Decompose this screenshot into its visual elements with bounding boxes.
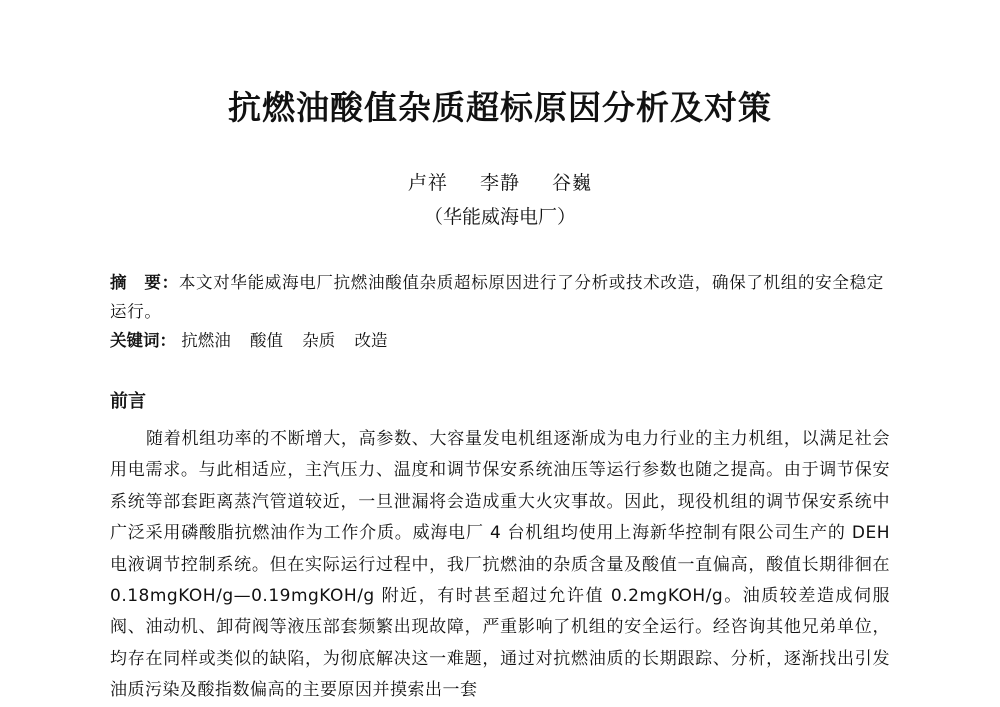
author-name: 李静 — [479, 172, 520, 194]
author-affiliation: （华能威海电厂） — [423, 206, 576, 228]
abstract — [110, 268, 890, 326]
keywords-label: 关键词： — [110, 331, 176, 350]
section-heading: 前言 — [110, 391, 146, 412]
body-paragraph: 随着机组功率的不断增大，高参数、大容量发电机组逐渐成为电力行业的主力机组，以满足社会用电需求。与此相适应，主汽压力、温度和调节保安系统油压等运行参数也随之提高。由于调节保安系统等部套距离蒸汽管道较近，一旦泄漏将会造成重大火灾事故。因此，现役机组的调节保安系统中广泛采用磷酸脂抗燃油作为工作介质。威海电厂 4 台机组均使用上海新华控制有限公司生产的 DEH 电液调节控制系统。但在实际运行过程中，我厂抗燃油的杂质含量及酸值一直偏高，酸值长期徘徊在 0.18mgKOH/g—0.19mgKOH/g 附近，有时甚至超过允许值 0.2mgKOH/g。油质较差造成伺服阀、油动机、卸荷阀等液压部套频繁出现故障，严重影响了机组的安全运行。经咨询其他兄弟单位，均存在同样或类似的缺陷，为彻底解决这一难题，通过对抗燃油质的长期跟踪、分析，逐渐找出引发油质污染及酸指数偏高的主要原因并摸索出一套 — [110, 429, 890, 701]
keyword: 改造 — [354, 331, 388, 350]
keyword: 抗燃油 — [181, 331, 231, 350]
author-name: 卢祥 — [407, 172, 448, 194]
abstract-text: 本文对华能威海电厂抗燃油酸值杂质超标原因进行了分析或技术改造，确保了机组的安全稳定运行。 — [110, 273, 885, 321]
paper-title: 抗燃油酸值杂质超标原因分析及对策 — [228, 88, 772, 127]
author-list — [0, 170, 1000, 196]
keyword: 酸值 — [250, 331, 283, 350]
keyword: 杂质 — [302, 331, 336, 350]
keywords — [110, 327, 890, 355]
abstract-label: 摘 要： — [110, 273, 179, 292]
author-name: 谷巍 — [552, 172, 593, 194]
